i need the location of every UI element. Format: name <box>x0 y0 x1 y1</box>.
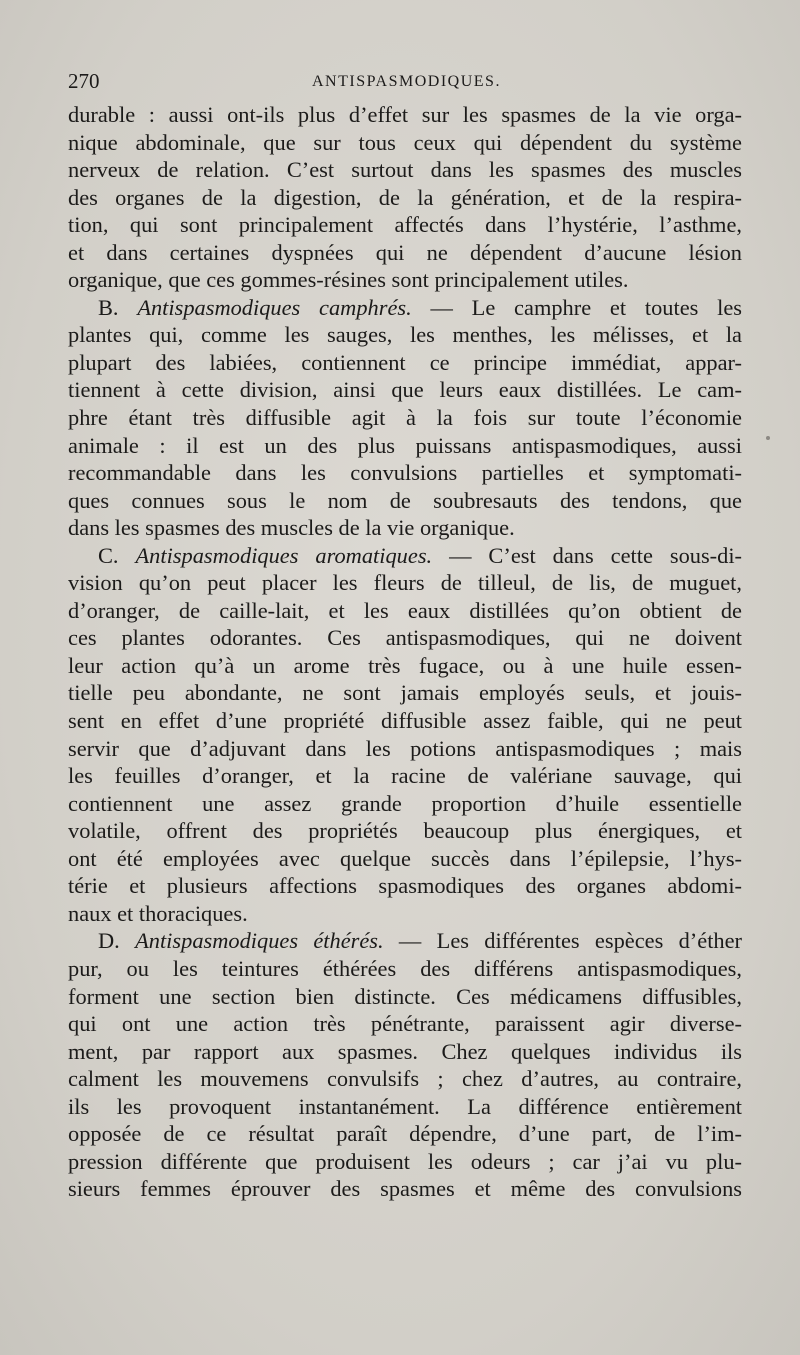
line-text: plantes qui, comme les sauges, les menthes, les mélisses, et la <box>68 322 742 348</box>
line-text: les feuilles d’oranger, et la racine de valériane sauvage, qui <box>68 763 742 789</box>
text-line <box>68 1093 742 1121</box>
line-text: sieurs femmes éprouver des spasmes et même des convulsions <box>68 1176 742 1202</box>
text-line <box>68 404 742 432</box>
body-text <box>68 101 742 1203</box>
text-line <box>68 1175 742 1203</box>
text-line <box>68 927 742 955</box>
line-text: qui ont une action très pénétrante, paraissent agir diverse- <box>68 1011 742 1037</box>
line-text: durable : aussi ont-ils plus d’effet sur les spasmes de la vie orga- <box>68 102 742 127</box>
section-heading: Antispasmodiques aromatiques. <box>135 542 433 568</box>
line-text: servir que d’adjuvant dans les potions antispasmodiques ; mais <box>68 735 742 761</box>
line-text: des organes de la digestion, de la génération, et de la respira- <box>68 184 742 210</box>
line-text: ces plantes odorantes. Ces antispasmodiques, qui ne doivent <box>68 625 742 651</box>
line-text: vision qu’on peut placer les fleurs de tilleul, de lis, de muguet, <box>68 570 742 596</box>
text-line <box>68 955 742 983</box>
text-line <box>68 900 742 928</box>
line-text: calment les mouvemens convulsifs ; chez d’autres, au contraire, <box>68 1066 742 1092</box>
line-text: forment une section bien distincte. Ces médicamens diffusibles, <box>68 983 742 1009</box>
text-line <box>68 184 742 212</box>
line-text: — Les différentes espèces d’éther <box>383 928 743 954</box>
text-line <box>68 817 742 845</box>
text-line <box>68 459 742 487</box>
line-text: volatile, offrent des propriétés beaucoup plus énergiques, et <box>68 818 742 844</box>
line-text: tion, qui sont principalement affectés dans l’hystérie, l’asthme, <box>68 212 742 238</box>
line-text: opposée de ce résultat paraît dépendre, d’une part, de l’im- <box>68 1121 742 1147</box>
text-line <box>68 487 742 515</box>
line-text: ils les provoquent instantanément. La différence entièrement <box>68 1093 742 1119</box>
text-line <box>68 597 742 625</box>
text-line <box>68 432 742 460</box>
line-text: ques connues sous le nom de soubresauts des tendons, que <box>68 487 742 513</box>
section-letter: D. <box>98 928 136 954</box>
text-line <box>68 129 742 157</box>
text-line <box>68 624 742 652</box>
line-text: pur, ou les teintures éthérées des différens antispasmodiques, <box>68 955 742 981</box>
line-text: naux et thoraciques. <box>68 900 248 926</box>
section-heading: Antispasmodiques éthérés. <box>135 928 384 954</box>
text-line <box>68 211 742 239</box>
line-text: et dans certaines dyspnées qui ne dépendent d’aucune lésion <box>68 239 742 265</box>
line-text: ment, par rapport aux spasmes. Chez quelques individus ils <box>68 1038 742 1064</box>
section-heading: Antispasmodiques camphrés. <box>137 294 412 320</box>
text-line <box>68 707 742 735</box>
text-line <box>68 983 742 1011</box>
line-text: dans les spasmes des muscles de la vie organique. <box>68 515 515 541</box>
text-line <box>68 679 742 707</box>
text-line <box>68 1038 742 1066</box>
line-text: sent en effet d’une propriété diffusible assez faible, qui ne peut <box>68 708 742 734</box>
section-letter: B. <box>98 294 138 320</box>
line-text: phre étant très diffusible agit à la fois sur toute l’économie <box>68 405 742 431</box>
section-letter: C. <box>98 542 136 568</box>
text-line <box>68 294 742 322</box>
line-text: tielle peu abondante, ne sont jamais employés seuls, et jouis- <box>68 680 742 706</box>
line-text: térie et plusieurs affections spasmodiques des organes abdomi- <box>68 873 742 899</box>
text-line <box>68 652 742 680</box>
text-line <box>68 321 742 349</box>
line-text: organique, que ces gommes-résines sont principalement utiles. <box>68 267 629 293</box>
running-head <box>68 66 742 96</box>
line-text: tiennent à cette division, ainsi que leurs eaux distillées. Le cam- <box>68 377 742 403</box>
text-line <box>68 1010 742 1038</box>
page-number: 270 <box>68 69 100 93</box>
text-line <box>68 239 742 267</box>
line-text: recommandable dans les convulsions partielles et symptomati- <box>68 460 742 486</box>
text-line <box>68 156 742 184</box>
text-line <box>68 790 742 818</box>
paper-speck <box>766 436 770 440</box>
text-line <box>68 845 742 873</box>
running-title: ANTISPASMODIQUES. <box>312 73 501 90</box>
line-text: contiennent une assez grande proportion d’huile essentielle <box>68 790 742 816</box>
line-text: nerveux de relation. C’est surtout dans les spasmes des muscles <box>68 157 742 183</box>
line-text: plupart des labiées, contiennent ce principe immédiat, appar- <box>68 349 742 375</box>
line-text: leur action qu’à un arome très fugace, ou à une huile essen- <box>68 652 742 678</box>
line-text: pression différente que produisent les odeurs ; car j’ai vu plu- <box>68 1148 742 1174</box>
line-text: nique abdominale, que sur tous ceux qui dépendent du système <box>68 129 742 155</box>
text-line <box>68 514 742 542</box>
text-line <box>68 1120 742 1148</box>
text-line <box>68 349 742 377</box>
line-text: — C’est dans cette sous-di- <box>432 542 743 568</box>
line-text: — Le camphre et toutes les <box>411 294 742 320</box>
text-line <box>68 101 742 129</box>
text-line <box>68 266 742 294</box>
text-line <box>68 376 742 404</box>
text-line <box>68 542 742 570</box>
line-text: d’oranger, de caille-lait, et les eaux distillées qu’on obtient de <box>68 597 742 623</box>
text-line <box>68 569 742 597</box>
line-text: animale : il est un des plus puissans antispasmodiques, aussi <box>68 432 742 458</box>
text-line <box>68 762 742 790</box>
text-line <box>68 1148 742 1176</box>
line-text: ont été employées avec quelque succès dans l’épilepsie, l’hys- <box>68 845 742 871</box>
text-line <box>68 872 742 900</box>
text-line <box>68 735 742 763</box>
text-line <box>68 1065 742 1093</box>
